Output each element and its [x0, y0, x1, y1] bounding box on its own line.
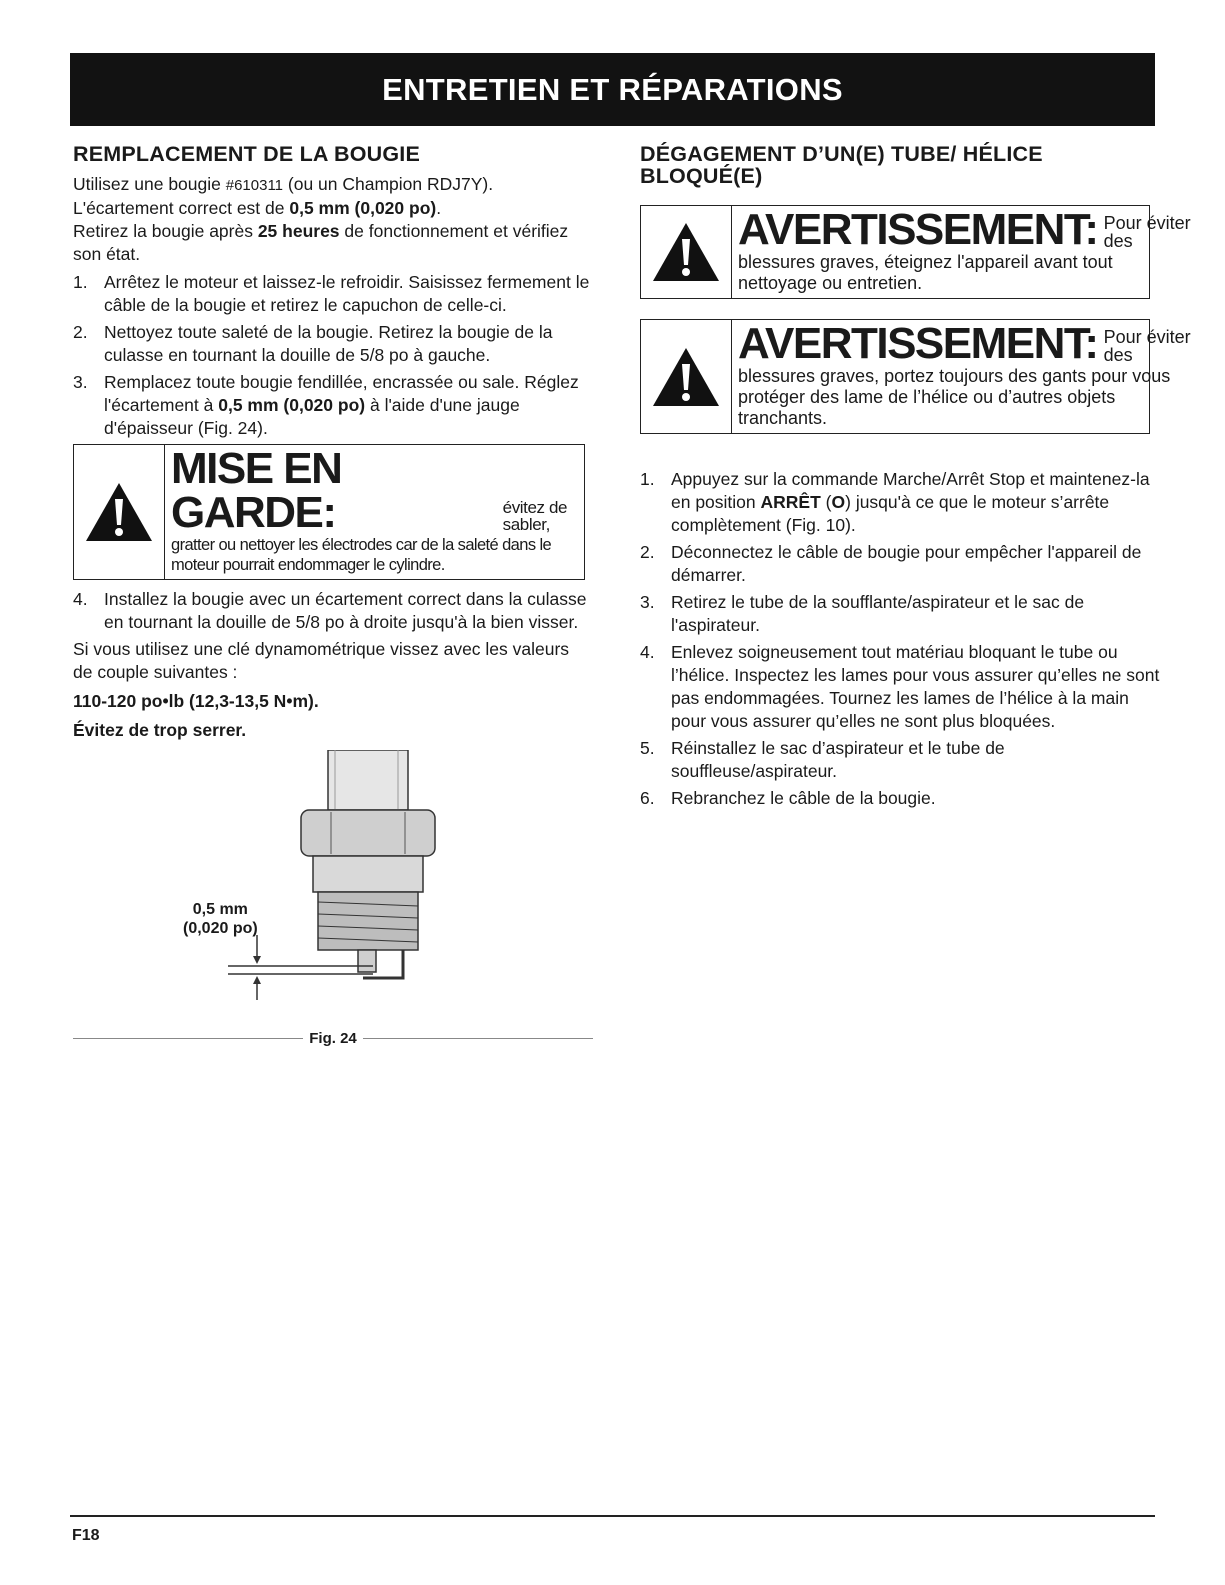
step-text: Arrêtez le moteur et laissez-le refroidir. Saisissez fermement le câble de la bougie et retirez le capuchon de celle-ci.	[104, 272, 590, 315]
warning-box-1	[640, 205, 1191, 299]
step-number: 6.	[640, 788, 655, 808]
step-text-part: ) jusqu'à ce que le moteur s’arrête complètement (Fig. 10).	[671, 492, 1110, 535]
intro-line-2	[73, 197, 593, 220]
step-text-part: Appuyez sur la commande Marche/Arrêt Stop et maintenez-la en position	[671, 469, 1150, 512]
step-number: 4.	[640, 642, 655, 662]
caption-rule	[73, 1038, 303, 1039]
heading-line-1: DÉGAGEMENT D’UN(E) TUBE/ HÉLICE	[640, 142, 1043, 166]
right-column	[640, 142, 1191, 814]
section-banner	[70, 53, 1155, 126]
warning-lead: Pour éviter des	[1103, 327, 1191, 365]
warning-triangle-icon	[641, 320, 732, 433]
torque-instructions: Si vous utilisez une clé dynamométrique vissez avec les valeurs de couple suivantes :	[73, 639, 570, 682]
spark-plug-steps	[73, 271, 593, 440]
step-number: 1.	[73, 272, 88, 292]
step-text: Retirez le tube de la soufflante/aspirateur et le sac de l'aspirateur.	[671, 592, 1085, 635]
spark-plug-illustration	[73, 750, 593, 1025]
hours-value: 25 heures	[257, 221, 340, 241]
intro-text: Utilisez une bougie	[73, 174, 226, 194]
step-number: 2.	[640, 542, 655, 562]
gap-in: (0,020 po)	[183, 920, 258, 937]
warning-triangle-icon	[641, 206, 732, 298]
caution-header	[171, 444, 578, 537]
caption-label: Fig. 24	[309, 1030, 357, 1047]
torque-value: 110-120 po•lb (12,3-13,5 N•m).	[73, 691, 319, 711]
warning-body: blessures graves, portez toujours des gants pour vous protéger des lame de l’hélice ou d’autres objets tranchants.	[738, 366, 1171, 428]
heading-line-2: BLOQUÉ(E)	[640, 164, 763, 188]
stop-position: ARRÊT	[760, 492, 821, 512]
figure-caption	[73, 1030, 593, 1047]
step-text	[671, 468, 1160, 537]
caution-title: MISE EN GARDE:	[171, 444, 342, 537]
step-text: Installez la bougie avec un écartement correct dans la culasse en tournant la douille de 5/8 po à droite jusqu'à la bien visser.	[104, 589, 587, 632]
step-text	[104, 371, 593, 440]
caution-lead: évitez de sabler,	[502, 498, 568, 534]
intro-line-3	[73, 220, 593, 266]
list-item	[73, 321, 593, 367]
spark-plug-steps-continued	[73, 588, 593, 634]
section-title: ENTRETIEN ET RÉPARATIONS	[382, 71, 843, 107]
list-item	[640, 787, 1160, 810]
list-item	[640, 468, 1160, 537]
step-text-part: (	[820, 492, 832, 512]
step-number: 3.	[640, 592, 655, 612]
step-number: 3.	[73, 372, 88, 392]
part-number: #610311	[225, 177, 284, 194]
warning-header	[738, 319, 1194, 368]
gap-value: 0,5 mm (0,020 po)	[289, 198, 437, 218]
warning-title: AVERTISSEMENT:	[738, 319, 1098, 368]
step-text: Réinstallez le sac d’aspirateur et le tube de souffleuse/aspirateur.	[671, 738, 1005, 781]
intro-text: de fonctionnement et vérifiez son état.	[73, 221, 569, 264]
step-number: 5.	[640, 738, 655, 758]
warning-text	[732, 206, 1200, 298]
footer-rule	[70, 1515, 1155, 1517]
step-text: Nettoyez toute saleté de la bougie. Retirez la bougie de la culasse en tournant la douille de 5/8 po à gauche.	[104, 322, 553, 365]
step-number: 2.	[73, 322, 88, 342]
intro-text: L'écartement correct est de	[73, 198, 290, 218]
caution-body: gratter ou nettoyer les électrodes car de la saleté dans le moteur pourrait endommager le cylindre.	[171, 536, 552, 574]
intro-line-1	[73, 173, 593, 197]
stop-symbol: O	[831, 492, 846, 512]
list-item	[640, 591, 1160, 637]
caution-text	[165, 445, 584, 579]
spark-plug-intro	[73, 173, 593, 266]
page-number: F18	[72, 1527, 100, 1544]
step-text: Déconnectez le câble de bougie pour empêcher l'appareil de démarrer.	[671, 542, 1142, 585]
step-text: Rebranchez le câble de la bougie.	[671, 788, 936, 808]
list-item	[73, 371, 593, 440]
warning-header	[738, 205, 1194, 254]
figure-24	[73, 750, 593, 1050]
left-column	[73, 143, 593, 1050]
list-item	[73, 588, 593, 634]
caution-box	[73, 444, 585, 580]
list-item	[640, 737, 1160, 783]
intro-text: .	[436, 198, 442, 218]
step-text-part: à l'aide d'une jauge d'épaisseur (Fig. 24).	[104, 395, 520, 438]
warning-lead: Pour éviter des	[1103, 213, 1191, 251]
step-number: 1.	[640, 469, 655, 489]
spark-plug-heading: REMPLACEMENT DE LA BOUGIE	[73, 142, 421, 166]
gap-mm: 0,5 mm	[192, 901, 248, 918]
clearing-steps	[640, 468, 1160, 810]
torque-warning: Évitez de trop serrer.	[73, 720, 247, 740]
list-item	[73, 271, 593, 317]
warning-text	[732, 320, 1200, 433]
warning-box-2	[640, 319, 1191, 434]
list-item	[640, 541, 1160, 587]
intro-text: (ou un Champion RDJ7Y).	[283, 174, 494, 194]
gap-value: 0,5 mm (0,020 po)	[218, 395, 366, 415]
warning-title: AVERTISSEMENT:	[738, 205, 1098, 254]
gap-label	[183, 900, 258, 938]
warning-triangle-icon	[74, 445, 165, 579]
list-item	[640, 641, 1160, 733]
step-text: Enlevez soigneusement tout matériau bloquant le tube ou l’hélice. Inspectez les lames pour vous assurer qu’elles ne sont pas endommagées. Tournez les lames de l’hélice à la main pour vous assurer qu’elles ne sont plus bloquées.	[671, 642, 1160, 731]
step-number: 4.	[73, 589, 88, 609]
caption-rule	[363, 1038, 593, 1039]
intro-text: Retirez la bougie après	[73, 221, 258, 241]
warning-body: blessures graves, éteignez l'appareil avant tout nettoyage ou entretien.	[738, 252, 1113, 293]
clearing-heading	[640, 143, 1160, 187]
step-text-part: Remplacez toute bougie fendillée, encrassée ou sale. Réglez l'écartement à	[104, 372, 579, 415]
